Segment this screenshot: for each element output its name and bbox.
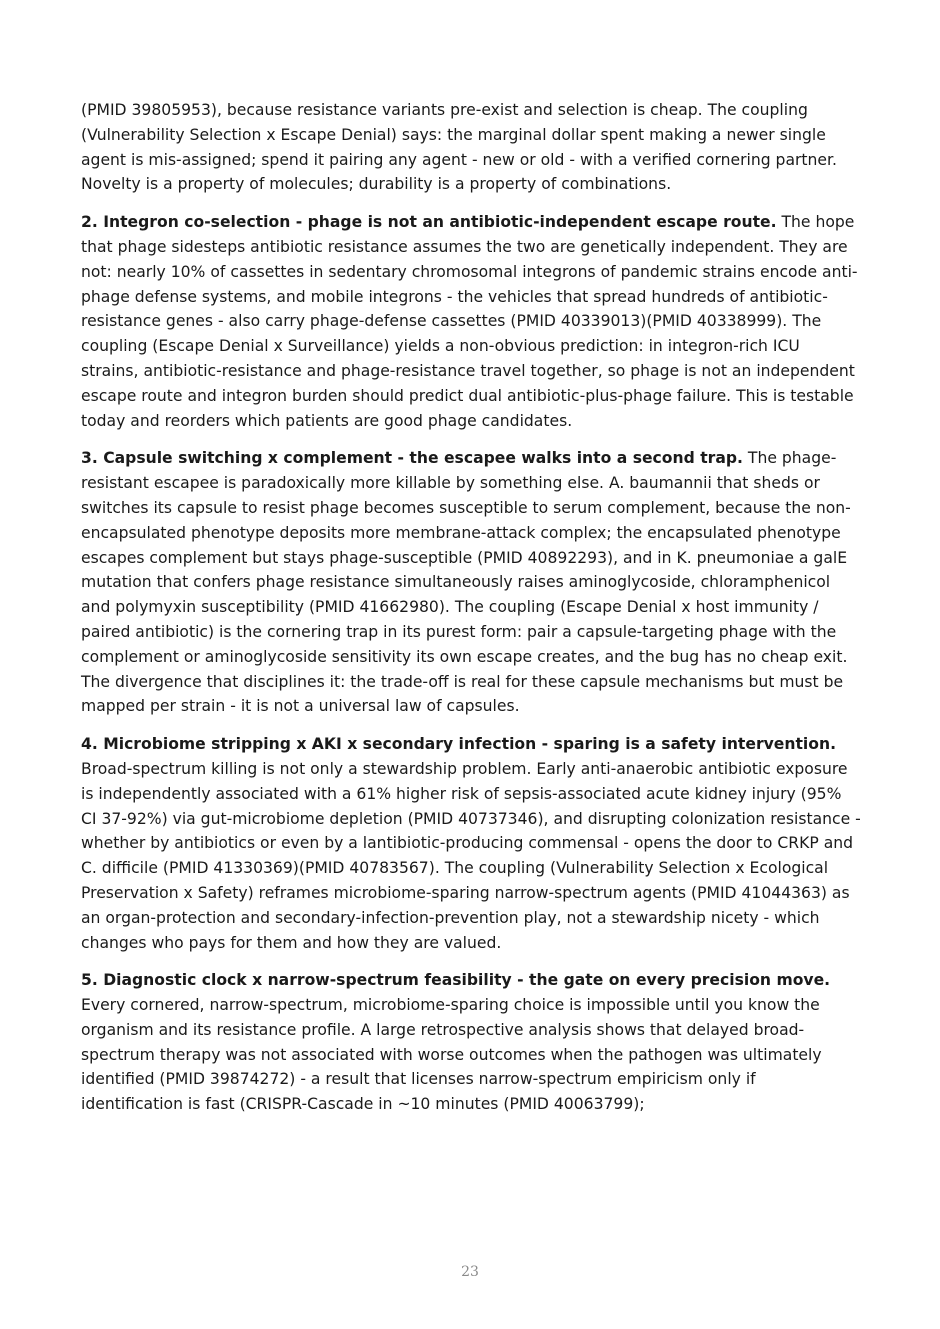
paragraph-text: (PMID 39805953), because resistance variants pre-exist and selection is cheap. The coupling (Vulnerability Selection x Escape Denial) says: the marginal dollar spent making a newer single agent is mis-assigned; spend it pairing any agent - new or old - with a verified cornering partner. Novelty is a property of molecules; durability is a property of combinations. [81, 101, 837, 194]
paragraph-capsule-switching [81, 446, 861, 719]
paragraph-integron-co-selection [81, 210, 861, 433]
paragraph-heading: 3. Capsule switching x complement - the escapee walks into a second trap. [81, 449, 743, 468]
paragraph-text: The phage-resistant escapee is paradoxically more killable by something else. A. baumannii that sheds or switches its capsule to resist phage becomes susceptible to serum complement, because the non-encapsulated phenotype deposits more membrane-attack complex; the encapsulated phenotype escapes complement but stays phage-susceptible (PMID 40892293), and in K. pneumoniae a galE mutation that confers phage resistance simultaneously raises aminoglycoside, chloramphenicol and polymyxin susceptibility (PMID 41662980). The coupling (Escape Denial x host immunity / paired antibiotic) is the cornering trap in its purest form: pair a capsule-targeting phage with the complement or aminoglycoside sensitivity its own escape creates, and the bug has no cheap exit. The divergence that disciplines it: the trade-off is real for these capsule mechanisms but must be mapped per strain - it is not a universal law of capsules. [81, 449, 851, 716]
page-number: 23 [461, 1264, 479, 1280]
paragraph-text: Every cornered, narrow-spectrum, microbiome-sparing choice is impossible until you know the organism and its resistance profile. A large retrospective analysis shows that delayed broad-spectrum therapy was not associated with worse outcomes when the pathogen was ultimately identified (PMID 39874272) - a result that licenses narrow-spectrum empiricism only if identification is fast (CRISPR-Cascade in ~10 minutes (PMID 40063799); [81, 996, 822, 1114]
paragraph-heading: 5. Diagnostic clock x narrow-spectrum feasibility - the gate on every precision move. [81, 971, 831, 990]
paragraph-microbiome-stripping [81, 732, 861, 955]
paragraph-heading: 4. Microbiome stripping x AKI x secondary infection - sparing is a safety intervention. [81, 735, 837, 754]
paragraph-heading: 2. Integron co-selection - phage is not an antibiotic-independent escape route. [81, 213, 777, 232]
paragraph-diagnostic-clock [81, 968, 861, 1117]
paragraph-text: The hope that phage sidesteps antibiotic resistance assumes the two are genetically independent. They are not: nearly 10% of cassettes in sedentary chromosomal integrons of pandemic strains encode anti-phage defense systems, and mobile integrons - the vehicles that spread hundreds of antibiotic-resistance genes - also carry phage-defense cassettes (PMID 40339013)(PMID 40338999). The coupling (Escape Denial x Surveillance) yields a non-obvious prediction: in integron-rich ICU strains, antibiotic-resistance and phage-resistance travel together, so phage is not an independent escape route and integron burden should predict dual antibiotic-plus-phage failure. This is testable today and reorders which patients are good phage candidates. [81, 213, 858, 430]
page-body [81, 98, 861, 1130]
paragraph-text: Broad-spectrum killing is not only a stewardship problem. Early anti-anaerobic antibiotic exposure is independently associated with a 61% higher risk of sepsis-associated acute kidney injury (95% CI 37-92%) via gut-microbiome depletion (PMID 40737346), and disrupting colonization resistance - whether by antibiotics or even by a lantibiotic-producing commensal - opens the door to CRKP and C. difficile (PMID 41330369)(PMID 40783567). The coupling (Vulnerability Selection x Ecological Preservation x Safety) reframes microbiome-sparing narrow-spectrum agents (PMID 41044363) as an organ-protection and secondary-infection-prevention play, not a stewardship nicety - which changes who pays for them and how they are valued. [81, 759, 861, 952]
paragraph-continuation [81, 98, 861, 197]
